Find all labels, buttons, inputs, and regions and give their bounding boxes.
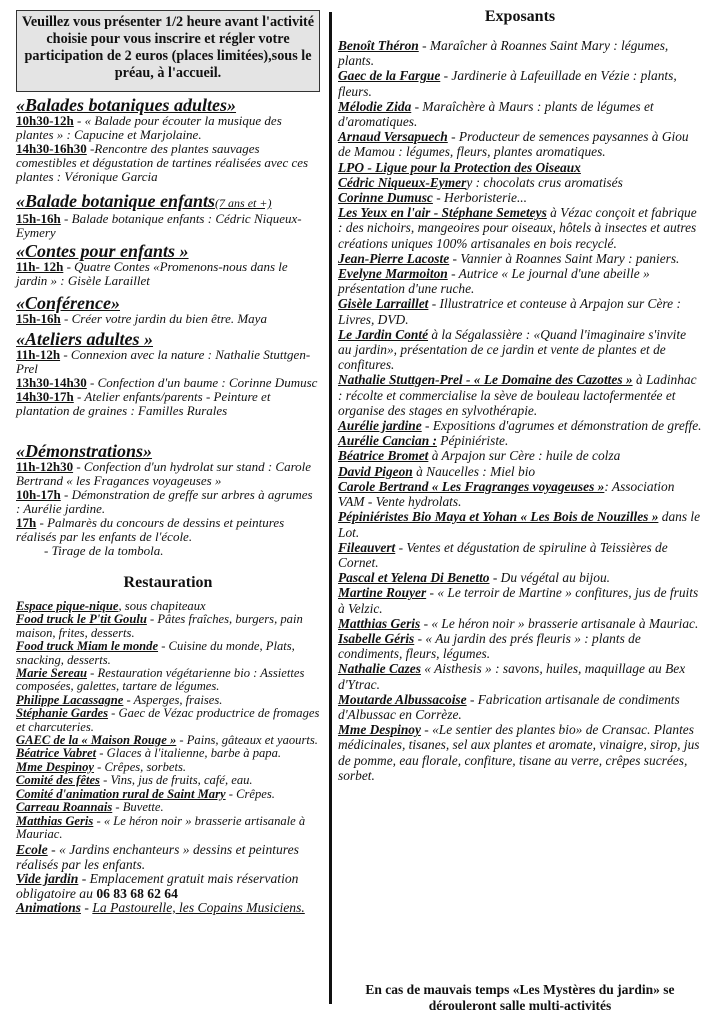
list-item: Marie Sereau - Restauration végétarienne bio : Assiettes composées, galettes, tartare de légumes. xyxy=(16,666,305,694)
exposant-name: Matthias Geris xyxy=(338,615,421,631)
section-contes xyxy=(16,242,320,288)
exposant-item: Nathalie Stuttgen-Prel - « Le Domaine des Cazottes » à Ladinhac : récolte et commercialise la sève de bouleau lactofermentée et organise des stages en sylvothérapie. xyxy=(338,372,697,418)
exposant-name: Aurélie Cancian : xyxy=(338,433,437,449)
restauration-title: Restauration xyxy=(123,574,213,591)
exposant-item: Mme Despinoy - «Le sentier des plantes bio» de Cransac. Plantes médicinales, tisanes, sel aux plantes et aromate, vinaigre, sirop, jus de pomme, eau florale, confiture, tisane au verre, crêpes sucrées, sorbet. xyxy=(338,722,700,783)
exposant-name: Nathalie Cazes xyxy=(338,661,421,677)
exposant-item: Matthias Geris - « Le héron noir » brasserie artisanale à Mauriac. xyxy=(338,615,699,631)
exposant-item: Gaec de la Fargue - Jardinerie à Lafeuillade en Vézie : plants, fleurs. xyxy=(338,68,677,99)
section-demonstrations xyxy=(16,442,320,558)
exposant-name: Isabelle Géris xyxy=(338,630,415,646)
exposant-item: Carole Bertrand « Les Fragranges voyageuses »: Association VAM - Vente hydrolats. xyxy=(338,478,675,510)
exposants-list xyxy=(338,38,702,783)
section-title: «Conférence» xyxy=(16,293,120,313)
exposant-name: Martine Rouyer xyxy=(338,585,427,601)
exposant-name: Cédric Niqueux-Eymer xyxy=(338,174,467,190)
restauration-list xyxy=(16,600,320,915)
exposant-item: Isabelle Géris - « Au jardin des prés fleuris » : plants de condiments, fleurs, légumes. xyxy=(338,630,641,662)
list-item: Matthias Geris - « Le héron noir » brasserie artisanale à Mauriac. xyxy=(16,813,306,841)
exposant-item: Gisèle Larraillet - Illustratrice et conteuse à Arpajon sur Cère : Livres, DVD. xyxy=(338,296,681,327)
exposant-name: Fileauvert xyxy=(338,539,396,555)
exposant-name: Les Yeux en l'air - Stéphane Semeteys xyxy=(338,205,547,221)
exposant-name: Evelyne Marmoiton xyxy=(338,266,448,282)
column-divider xyxy=(329,12,332,1004)
exposant-item: Benoît Théron - Maraîcher à Roannes Saint Mary : légumes, plants. xyxy=(338,38,669,69)
list-item: Food truck Miam le monde - Cuisine du monde, Plats, snacking, desserts. xyxy=(16,639,295,667)
exposant-name: Mélodie Zida xyxy=(338,98,412,114)
list-item: GAEC de la « Maison Rouge » - Pains, gâteaux et yaourts. xyxy=(16,733,318,748)
section-balades-adultes xyxy=(16,96,320,184)
list-item: Food truck le P'tit Goulu - Pâtes fraîches, burgers, pain maison, frites, desserts. xyxy=(16,612,303,640)
exposant-item: Moutarde Albussacoise - Fabrication artisanale de condiments d'Albussac en Corrèze. xyxy=(338,691,680,722)
exposant-name: Benoît Théron xyxy=(338,38,419,53)
exposant-item: Pascal et Yelena Di Benetto - Du végétal au bijou. xyxy=(338,570,610,586)
exposant-item: Le Jardin Conté à la Ségalassière : «Quand l'imaginaire s'invite au jardin», présentation de ce jardin et vente de plantes et de confitures. xyxy=(338,326,687,373)
exposant-name: LPO - Ligue pour la Protection des Oiseaux xyxy=(338,159,581,175)
activity-item: 11h-12h30 - Confection d'un hydrolat sur stand : Carole Bertrand « les Fragances voyageuses » xyxy=(16,459,312,488)
section-title: «Balades botaniques adultes» xyxy=(16,95,237,115)
activity-item: 13h30-14h30 - Confection d'un baume : Corinne Dumusc xyxy=(16,375,318,390)
exposant-name: Corinne Dumusc xyxy=(338,190,433,206)
exposant-item: Arnaud Versapuech - Producteur de semences paysannes à Giou de Mamou : légumes, fleurs, plantes aromatiques. xyxy=(338,129,689,160)
exposant-item: Les Yeux en l'air - Stéphane Semeteys à Vézac conçoit et fabrique : des nichoirs, mangeoires pour oiseaux, hôtels à insectes et autres créations uniques 100% artisanales en bois recyclé. xyxy=(338,205,697,251)
activity-item: 17h - Palmarès du concours de dessins et peintures réalisés par les enfants de l'école. xyxy=(16,515,285,544)
exposant-name: Pascal et Yelena Di Benetto xyxy=(338,570,490,586)
list-item: Animations - La Pastourelle, les Copains Musiciens. xyxy=(16,899,305,915)
section-balade-enfants xyxy=(16,192,320,240)
list-item: Mme Despinoy - Crêpes, sorbets. xyxy=(16,759,187,774)
section-title: «Démonstrations» xyxy=(16,441,153,461)
exposant-item: Jean-Pierre Lacoste - Vannier à Roannes Saint Mary : paniers. xyxy=(338,250,680,266)
exposant-name: Carole Bertrand « Les Fragranges voyageuses » xyxy=(338,478,605,494)
list-item: Philippe Lacassagne - Asperges, fraises. xyxy=(16,692,223,707)
activity-item: 15h-16h - Balade botanique enfants : Cédric Niqueux-Eymery xyxy=(16,211,302,240)
exposant-name: Arnaud Versapuech xyxy=(338,129,448,145)
list-item: Comité des fêtes - Vins, jus de fruits, café, eau. xyxy=(16,773,253,788)
exposant-item: Nathalie Cazes « Aisthesis » : savons, huiles, maquillage au Bex d'Ytrac. xyxy=(338,661,686,692)
exposant-name: David Pigeon xyxy=(338,463,413,479)
tombola-note: - Tirage de la tombola. xyxy=(44,543,164,558)
activity-item: 11h-12h - Connexion avec la nature : Nathalie Stuttgen-Prel xyxy=(16,347,311,376)
exposant-item: David Pigeon à Naucelles : Miel bio xyxy=(338,463,536,479)
activity-item: 10h-17h - Démonstration de greffe sur arbres à agrumes : Aurélie jardine. xyxy=(16,487,313,516)
section-title: «Balade botanique enfants(7 ans et +) xyxy=(16,191,272,211)
exposant-name: Jean-Pierre Lacoste xyxy=(338,250,450,266)
exposant-item: Mélodie Zida - Maraîchère à Maurs : plants de légumes et d'aromatiques. xyxy=(338,98,654,130)
list-item: Ecole - « Jardins enchanteurs » dessins et peintures réalisés par les enfants. xyxy=(16,842,299,872)
exposant-name: Gisèle Larraillet xyxy=(338,296,429,312)
registration-notice: Veuillez vous présenter 1/2 heure avant l'activité choisie pour vous inscrire et régler votre participation de 2 euros (places limitées),sous le préau, à l'accueil. xyxy=(16,10,320,92)
weather-footer: En cas de mauvais temps «Les Mystères du jardin» se dérouleront salle multi-activités xyxy=(365,982,675,1013)
activity-item: 11h- 12h - Quatre Contes «Promenons-nous dans le jardin » : Gisèle Laraillet xyxy=(16,259,288,288)
exposant-name: Béatrice Bromet xyxy=(338,448,429,464)
exposant-name: Moutarde Albussacoise xyxy=(338,691,467,707)
exposant-item: Fileauvert - Ventes et dégustation de spiruline à Teissières de Cornet. xyxy=(338,539,668,570)
exposant-name: Pépiniéristes Bio Maya et Yohan « Les Bois de Nouzilles » xyxy=(338,509,659,525)
exposant-name: Mme Despinoy xyxy=(338,722,421,738)
list-item: Carreau Roannais - Buvette. xyxy=(16,800,164,815)
section-conference xyxy=(16,294,320,326)
exposant-item: Béatrice Bromet à Arpajon sur Cère : huile de colza xyxy=(338,448,621,464)
exposant-name: Aurélie jardine xyxy=(338,418,422,434)
exposant-item xyxy=(338,160,702,175)
activity-item: 10h30-12h - « Balade pour écouter la musique des plantes » : Capucine et Marjolaine. xyxy=(16,113,282,142)
exposant-item: Aurélie Cancian : Pépiniériste. xyxy=(338,433,509,449)
exposant-item: Aurélie jardine - Expositions d'agrumes et démonstration de greffe. xyxy=(338,418,702,434)
exposant-name: Gaec de la Fargue xyxy=(338,68,441,84)
list-item: Béatrice Vabret - Glaces à l'italienne, barbe à papa. xyxy=(16,746,282,761)
exposant-item: Pépiniéristes Bio Maya et Yohan « Les Bois de Nouzilles » dans le Lot. xyxy=(338,509,701,540)
exposant-name: Nathalie Stuttgen-Prel - « Le Domaine des Cazottes » xyxy=(338,372,633,388)
activity-item: 15h-16h - Créer votre jardin du bien être. Maya xyxy=(16,311,267,326)
list-item: Stéphanie Gardes - Gaec de Vézac productrice de fromages et charcuteries. xyxy=(16,706,320,734)
activity-item: 14h30-17h - Atelier enfants/parents - Peinture et plantation de graines : Familles Rurales xyxy=(16,389,271,418)
exposants-title: Exposants xyxy=(484,8,556,25)
section-title: «Ateliers adultes » xyxy=(16,329,154,349)
exposant-item: Corinne Dumusc - Herboristerie... xyxy=(338,190,527,206)
list-item: Comité d'animation rural de Saint Mary - Crêpes. xyxy=(16,786,275,801)
list-item: Espace pique-nique, sous chapiteaux xyxy=(16,599,206,613)
activity-item: 14h30-16h30 -Rencontre des plantes sauvages comestibles et dégustation de tartines réalisées avec ces plantes : Véronique Garcia xyxy=(16,141,309,184)
exposant-item: Evelyne Marmoiton - Autrice « Le journal d'une abeille » présentation d'une ruche. xyxy=(338,266,650,297)
list-item: Vide jardin - Emplacement gratuit mais réservation obligatoire au 06 83 68 62 64 xyxy=(16,871,299,901)
phone-number: 06 83 68 62 64 xyxy=(96,885,178,901)
exposant-item: Martine Rouyer - « Le terroir de Martine » confitures, jus de fruits à Velzic. xyxy=(338,585,699,616)
section-title: «Contes pour enfants » xyxy=(16,241,189,261)
exposant-name: Le Jardin Conté xyxy=(338,326,429,342)
section-ateliers xyxy=(16,330,320,418)
exposant-item: Cédric Niqueux-Eymery : chocolats crus aromatisés xyxy=(338,174,623,190)
